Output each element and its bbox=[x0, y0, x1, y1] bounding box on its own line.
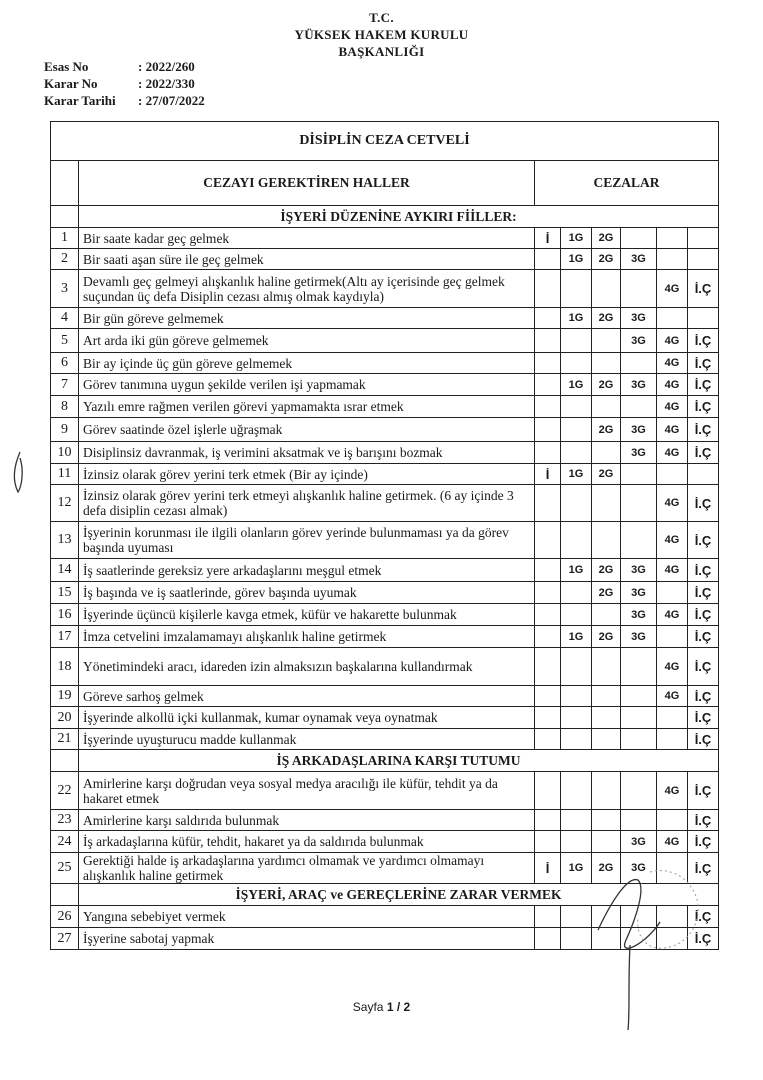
penalty-cell: İ.Ç bbox=[688, 353, 719, 374]
section-spacer bbox=[51, 750, 79, 772]
penalty-cell bbox=[657, 308, 688, 329]
table-row bbox=[51, 559, 719, 582]
row-number: 8 bbox=[51, 396, 79, 418]
offense-description: İşyerinde üçüncü kişilerle kavga etmek, küfür ve hakarette bulunmak bbox=[79, 604, 535, 626]
penalty-cell bbox=[561, 772, 592, 810]
table-row bbox=[51, 582, 719, 604]
table-row bbox=[51, 396, 719, 418]
row-number: 4 bbox=[51, 308, 79, 329]
penalty-cell: 2G bbox=[592, 582, 621, 604]
row-number: 14 bbox=[51, 559, 79, 582]
penalty-cell bbox=[657, 626, 688, 648]
offense-description: İş arkadaşlarına küfür, tehdit, hakaret ya da saldırıda bulunmak bbox=[79, 831, 535, 853]
offense-description: Devamlı geç gelmeyi alışkanlık haline getirmek(Altı ay içerisinde geç gelmek suçundan üç defa Disiplin cezası almış olmak kaydıyla) bbox=[79, 270, 535, 308]
penalty-cell: İ.Ç bbox=[688, 396, 719, 418]
row-number: 6 bbox=[51, 353, 79, 374]
penalty-cell bbox=[592, 353, 621, 374]
penalty-cell: 1G bbox=[561, 559, 592, 582]
penalty-cell: İ.Ç bbox=[688, 810, 719, 831]
page-indicator bbox=[0, 1000, 763, 1014]
penalty-cell bbox=[535, 707, 561, 729]
table-row bbox=[51, 249, 719, 270]
penalty-cell bbox=[535, 249, 561, 270]
offense-description: Amirlerine karşı saldırıda bulunmak bbox=[79, 810, 535, 831]
penalty-cell bbox=[535, 485, 561, 522]
offense-description: Gerektiği halde iş arkadaşlarına yardımcı olmamak ve yardımcı olmamayı alışkanlık haline getirmek bbox=[79, 853, 535, 884]
row-number: 13 bbox=[51, 522, 79, 559]
penalty-cell bbox=[535, 604, 561, 626]
table-row bbox=[51, 648, 719, 686]
penalty-cell bbox=[592, 707, 621, 729]
table-row bbox=[51, 853, 719, 884]
penalty-cell: 2G bbox=[592, 249, 621, 270]
offense-description: Art arda iki gün göreve gelmemek bbox=[79, 329, 535, 353]
meta-karar bbox=[44, 75, 205, 92]
penalty-cell bbox=[657, 729, 688, 750]
penalty-cell bbox=[535, 582, 561, 604]
table-row bbox=[51, 626, 719, 648]
row-number: 7 bbox=[51, 374, 79, 396]
penalty-cell bbox=[561, 928, 592, 950]
section-header-row bbox=[51, 884, 719, 906]
meta-label: Karar Tarihi bbox=[44, 93, 116, 108]
offense-description: Bir saati aşan süre ile geç gelmek bbox=[79, 249, 535, 270]
penalty-cell bbox=[561, 442, 592, 464]
penalty-cell bbox=[535, 442, 561, 464]
penalty-cell bbox=[592, 686, 621, 707]
row-number: 27 bbox=[51, 928, 79, 950]
offense-description: Yazılı emre rağmen verilen görevi yapmamakta ısrar etmek bbox=[79, 396, 535, 418]
penalty-cell bbox=[592, 729, 621, 750]
penalty-cell bbox=[535, 559, 561, 582]
penalty-cell bbox=[561, 485, 592, 522]
table-row bbox=[51, 308, 719, 329]
penalty-cell bbox=[561, 418, 592, 442]
table-row bbox=[51, 485, 719, 522]
penalty-cell bbox=[561, 906, 592, 928]
penalty-cell bbox=[592, 906, 621, 928]
table-row bbox=[51, 831, 719, 853]
penalty-cell bbox=[592, 270, 621, 308]
penalty-cell: 3G bbox=[621, 374, 657, 396]
penalty-cell: 3G bbox=[621, 442, 657, 464]
penalty-cell bbox=[561, 604, 592, 626]
penalty-cell bbox=[592, 604, 621, 626]
penalty-cell: 3G bbox=[621, 582, 657, 604]
meta-esas bbox=[44, 58, 205, 75]
table-row bbox=[51, 707, 719, 729]
offense-description: İş saatlerinde gereksiz yere arkadaşlarını meşgul etmek bbox=[79, 559, 535, 582]
meta-label: Karar No bbox=[44, 76, 98, 91]
offense-description: Yangına sebebiyet vermek bbox=[79, 906, 535, 928]
offense-description: İşyerinde uyuşturucu madde kullanmak bbox=[79, 729, 535, 750]
penalty-cell: 1G bbox=[561, 374, 592, 396]
penalty-cell: İ.Ç bbox=[688, 831, 719, 853]
row-number: 26 bbox=[51, 906, 79, 928]
penalty-cell bbox=[688, 308, 719, 329]
penalty-cell: 1G bbox=[561, 626, 592, 648]
table-row bbox=[51, 228, 719, 249]
penalty-cell: İ.Ç bbox=[688, 374, 719, 396]
penalty-cell: 3G bbox=[621, 626, 657, 648]
penalty-cell: İ.Ç bbox=[688, 559, 719, 582]
row-number: 21 bbox=[51, 729, 79, 750]
penalty-cell bbox=[561, 729, 592, 750]
row-number: 22 bbox=[51, 772, 79, 810]
penalty-cell bbox=[535, 418, 561, 442]
penalty-cell: 2G bbox=[592, 374, 621, 396]
margin-mark-icon bbox=[14, 452, 22, 492]
penalty-cell: 4G bbox=[657, 648, 688, 686]
penalty-cell bbox=[657, 928, 688, 950]
table-row bbox=[51, 686, 719, 707]
penalty-cell: 2G bbox=[592, 228, 621, 249]
penalty-cell bbox=[621, 648, 657, 686]
penalty-cell bbox=[535, 729, 561, 750]
table-row bbox=[51, 464, 719, 485]
penalty-cell bbox=[561, 582, 592, 604]
row-number: 1 bbox=[51, 228, 79, 249]
penalty-cell bbox=[621, 270, 657, 308]
row-number: 12 bbox=[51, 485, 79, 522]
penalty-cell: 4G bbox=[657, 559, 688, 582]
table-row bbox=[51, 810, 719, 831]
penalty-cell bbox=[535, 648, 561, 686]
section-spacer bbox=[51, 206, 79, 228]
offense-description: İşyerinin korunması ile ilgili olanların görev yerinde bulunmaması ya da görev başında uyuması bbox=[79, 522, 535, 559]
penalty-cell: 4G bbox=[657, 353, 688, 374]
penalty-cell: 3G bbox=[621, 831, 657, 853]
penalty-cell: İ.Ç bbox=[688, 686, 719, 707]
table-row bbox=[51, 729, 719, 750]
row-number: 23 bbox=[51, 810, 79, 831]
penalty-cell: 2G bbox=[592, 559, 621, 582]
penalty-cell: İ.Ç bbox=[688, 853, 719, 884]
penalty-cell bbox=[621, 707, 657, 729]
penalty-cell bbox=[535, 772, 561, 810]
row-number: 17 bbox=[51, 626, 79, 648]
offense-description: İşyerine sabotaj yapmak bbox=[79, 928, 535, 950]
row-number: 10 bbox=[51, 442, 79, 464]
penalty-cell bbox=[621, 772, 657, 810]
penalty-cell bbox=[535, 810, 561, 831]
penalty-cell bbox=[621, 928, 657, 950]
penalty-cell: İ.Ç bbox=[688, 418, 719, 442]
penalty-cell: 1G bbox=[561, 853, 592, 884]
penalty-cell: 4G bbox=[657, 772, 688, 810]
penalty-cell bbox=[657, 228, 688, 249]
meta-value: : 2022/330 bbox=[138, 76, 195, 91]
table-row bbox=[51, 353, 719, 374]
offense-description: Yönetimindeki aracı, idareden izin almaksızın başkalarına kullandırmak bbox=[79, 648, 535, 686]
row-number: 18 bbox=[51, 648, 79, 686]
penalty-cell: 2G bbox=[592, 464, 621, 485]
penalty-cell bbox=[535, 270, 561, 308]
penalty-cell: 1G bbox=[561, 228, 592, 249]
row-number: 16 bbox=[51, 604, 79, 626]
penalty-cell: 1G bbox=[561, 464, 592, 485]
page-label: Sayfa bbox=[352, 1000, 387, 1014]
penalty-cell: 3G bbox=[621, 249, 657, 270]
penalty-cell: 2G bbox=[592, 308, 621, 329]
penalty-cell bbox=[592, 831, 621, 853]
penalty-cell bbox=[657, 707, 688, 729]
offense-description: İş başında ve iş saatlerinde, görev başında uyumak bbox=[79, 582, 535, 604]
offense-description: Görev saatinde özel işlerle uğraşmak bbox=[79, 418, 535, 442]
penalty-cell: 1G bbox=[561, 249, 592, 270]
section-spacer bbox=[51, 884, 79, 906]
table-row bbox=[51, 418, 719, 442]
penalty-cell: 2G bbox=[592, 853, 621, 884]
penalty-cell bbox=[621, 485, 657, 522]
table-row bbox=[51, 442, 719, 464]
penalty-table bbox=[50, 121, 719, 950]
meta-label: Esas No bbox=[44, 59, 89, 74]
penalty-cell bbox=[657, 249, 688, 270]
section-title: İŞYERİ DÜZENİNE AYKIRI FİİLLER: bbox=[79, 206, 719, 228]
penalty-cell bbox=[535, 522, 561, 559]
penalty-cell: 4G bbox=[657, 686, 688, 707]
offense-description: Disiplinsiz davranmak, iş verimini aksatmak ve iş barışını bozmak bbox=[79, 442, 535, 464]
penalty-cell bbox=[535, 928, 561, 950]
section-title: İŞ ARKADAŞLARINA KARŞI TUTUMU bbox=[79, 750, 719, 772]
penalties-header: CEZALAR bbox=[535, 161, 719, 206]
table-row bbox=[51, 270, 719, 308]
penalty-cell bbox=[621, 906, 657, 928]
meta-tarih bbox=[44, 92, 205, 109]
penalty-cell bbox=[592, 485, 621, 522]
penalty-cell bbox=[688, 464, 719, 485]
offense-description: Bir ay içinde üç gün göreve gelmemek bbox=[79, 353, 535, 374]
penalty-cell bbox=[621, 522, 657, 559]
penalty-cell bbox=[621, 686, 657, 707]
offense-description: İzinsiz olarak görev yerini terk etmek (Bir ay içinde) bbox=[79, 464, 535, 485]
offense-description: İmza cetvelini imzalamamayı alışkanlık haline getirmek bbox=[79, 626, 535, 648]
row-number: 24 bbox=[51, 831, 79, 853]
penalty-cell: İ.Ç bbox=[688, 729, 719, 750]
row-number: 19 bbox=[51, 686, 79, 707]
penalty-cell bbox=[688, 249, 719, 270]
table-row bbox=[51, 604, 719, 626]
penalty-cell: İ bbox=[535, 464, 561, 485]
penalty-cell bbox=[561, 353, 592, 374]
penalty-cell bbox=[535, 329, 561, 353]
penalty-cell: 3G bbox=[621, 559, 657, 582]
penalty-cell: 4G bbox=[657, 270, 688, 308]
penalty-cell bbox=[592, 772, 621, 810]
penalty-cell bbox=[561, 707, 592, 729]
penalty-cell bbox=[657, 853, 688, 884]
row-number: 20 bbox=[51, 707, 79, 729]
penalty-cell bbox=[535, 396, 561, 418]
penalty-cell bbox=[561, 810, 592, 831]
penalty-cell bbox=[657, 464, 688, 485]
offenses-header: CEZAYI GEREKTİREN HALLER bbox=[79, 161, 535, 206]
penalty-cell: İ.Ç bbox=[688, 582, 719, 604]
penalty-cell bbox=[657, 810, 688, 831]
penalty-cell bbox=[657, 582, 688, 604]
penalty-cell bbox=[621, 353, 657, 374]
penalty-cell bbox=[592, 396, 621, 418]
penalty-cell bbox=[592, 648, 621, 686]
section-header-row bbox=[51, 750, 719, 772]
penalty-cell bbox=[535, 686, 561, 707]
penalty-cell: 3G bbox=[621, 853, 657, 884]
row-number: 5 bbox=[51, 329, 79, 353]
number-header bbox=[51, 161, 79, 206]
penalty-cell: İ.Ç bbox=[688, 329, 719, 353]
penalty-cell bbox=[592, 522, 621, 559]
penalty-cell: 2G bbox=[592, 626, 621, 648]
penalty-cell bbox=[535, 308, 561, 329]
penalty-cell: İ.Ç bbox=[688, 522, 719, 559]
penalty-cell bbox=[688, 228, 719, 249]
section-title: İŞYERİ, ARAÇ ve GEREÇLERİNE ZARAR VERMEK bbox=[79, 884, 719, 906]
penalty-cell: İ.Ç bbox=[688, 648, 719, 686]
penalty-cell bbox=[535, 353, 561, 374]
row-number: 11 bbox=[51, 464, 79, 485]
penalty-cell bbox=[561, 522, 592, 559]
penalty-cell bbox=[592, 810, 621, 831]
penalty-cell: 4G bbox=[657, 522, 688, 559]
offense-description: Görev tanımına uygun şekilde verilen işi yapmamak bbox=[79, 374, 535, 396]
header-institution: YÜKSEK HAKEM KURULU bbox=[294, 27, 469, 42]
penalty-cell: İ.Ç bbox=[688, 626, 719, 648]
row-number: 25 bbox=[51, 853, 79, 884]
penalty-cell bbox=[561, 648, 592, 686]
penalty-cell bbox=[535, 906, 561, 928]
penalty-cell bbox=[621, 228, 657, 249]
penalty-cell: İ.Ç bbox=[688, 906, 719, 928]
penalty-cell bbox=[621, 396, 657, 418]
offense-description: Bir saate kadar geç gelmek bbox=[79, 228, 535, 249]
meta-value: : 2022/260 bbox=[138, 59, 195, 74]
penalty-cell bbox=[535, 374, 561, 396]
penalty-cell: 2G bbox=[592, 418, 621, 442]
offense-description: İzinsiz olarak görev yerini terk etmeyi alışkanlık haline getirmek. (6 ay içinde 3 defa disiplin cezası almak) bbox=[79, 485, 535, 522]
penalty-cell bbox=[561, 686, 592, 707]
penalty-cell: İ.Ç bbox=[688, 928, 719, 950]
penalty-cell: 4G bbox=[657, 831, 688, 853]
penalty-cell bbox=[621, 810, 657, 831]
penalty-cell: İ.Ç bbox=[688, 604, 719, 626]
penalty-cell: 4G bbox=[657, 374, 688, 396]
offense-description: Bir gün göreve gelmemek bbox=[79, 308, 535, 329]
offense-description: Amirlerine karşı doğrudan veya sosyal medya aracılığı ile küfür, tehdit ya da hakaret etmek bbox=[79, 772, 535, 810]
table-row bbox=[51, 522, 719, 559]
penalty-cell: İ.Ç bbox=[688, 485, 719, 522]
penalty-cell bbox=[592, 329, 621, 353]
offense-description: İşyerinde alkollü içki kullanmak, kumar oynamak veya oynatmak bbox=[79, 707, 535, 729]
penalty-cell bbox=[657, 906, 688, 928]
header-tc: T.C. bbox=[369, 10, 394, 25]
meta-value: : 27/07/2022 bbox=[138, 93, 205, 108]
table-row bbox=[51, 906, 719, 928]
penalty-cell bbox=[561, 831, 592, 853]
row-number: 15 bbox=[51, 582, 79, 604]
penalty-cell: 1G bbox=[561, 308, 592, 329]
penalty-cell bbox=[621, 729, 657, 750]
penalty-cell bbox=[561, 396, 592, 418]
penalty-cell bbox=[592, 928, 621, 950]
penalty-cell bbox=[535, 831, 561, 853]
penalty-cell: İ bbox=[535, 853, 561, 884]
penalty-cell: 4G bbox=[657, 485, 688, 522]
penalty-cell: 4G bbox=[657, 418, 688, 442]
penalty-cell: 3G bbox=[621, 329, 657, 353]
penalty-cell: 3G bbox=[621, 308, 657, 329]
penalty-cell: İ bbox=[535, 228, 561, 249]
penalty-cell bbox=[561, 270, 592, 308]
section-header-row bbox=[51, 206, 719, 228]
table-title: DİSİPLİN CEZA CETVELİ bbox=[51, 122, 719, 161]
penalty-cell: 3G bbox=[621, 604, 657, 626]
table-row bbox=[51, 329, 719, 353]
row-number: 2 bbox=[51, 249, 79, 270]
case-meta bbox=[44, 58, 205, 109]
row-number: 3 bbox=[51, 270, 79, 308]
penalty-cell bbox=[535, 626, 561, 648]
penalty-cell bbox=[621, 464, 657, 485]
penalty-cell: İ.Ç bbox=[688, 442, 719, 464]
row-number: 9 bbox=[51, 418, 79, 442]
table-row bbox=[51, 772, 719, 810]
page-number: 1 / 2 bbox=[386, 1000, 411, 1014]
penalty-cell: İ.Ç bbox=[688, 772, 719, 810]
penalty-cell: İ.Ç bbox=[688, 707, 719, 729]
penalty-cell bbox=[561, 329, 592, 353]
penalty-cell: 4G bbox=[657, 329, 688, 353]
penalty-cell: İ.Ç bbox=[688, 270, 719, 308]
offense-description: Göreve sarhoş gelmek bbox=[79, 686, 535, 707]
penalty-cell: 4G bbox=[657, 604, 688, 626]
penalty-cell: 4G bbox=[657, 442, 688, 464]
penalty-cell: 3G bbox=[621, 418, 657, 442]
header-department: BAŞKANLIĞI bbox=[338, 44, 425, 59]
penalty-cell: 4G bbox=[657, 396, 688, 418]
table-row bbox=[51, 374, 719, 396]
table-row bbox=[51, 928, 719, 950]
penalty-cell bbox=[592, 442, 621, 464]
